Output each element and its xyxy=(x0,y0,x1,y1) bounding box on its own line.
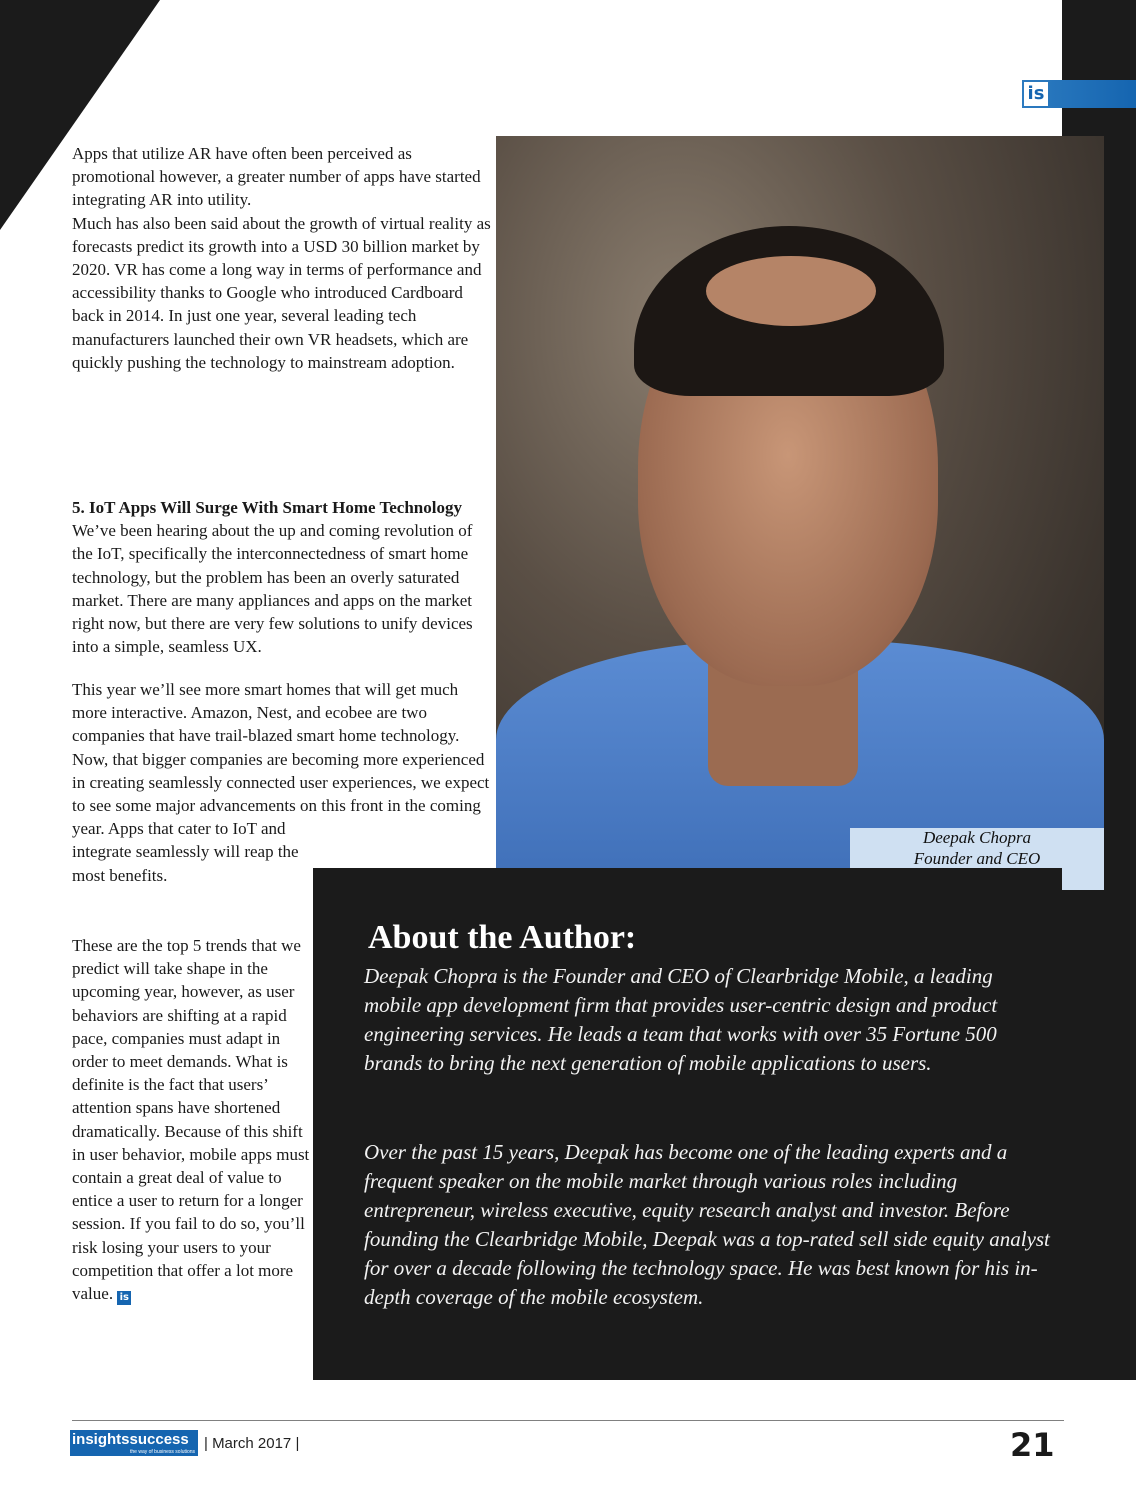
paragraph-ar: Apps that utilize AR have often been perceived as promotional however, a greater number of apps have started integrating AR into utility. xyxy=(72,144,481,210)
section-heading: 5. IoT Apps Will Surge With Smart Home Technology xyxy=(72,498,462,517)
author-title: About the Author: xyxy=(368,919,637,956)
article-column-top xyxy=(72,142,492,374)
author-paragraph-2: Over the past 15 years, Deepak has become one of the leading experts and a frequent speaker on the mobile market through various roles including entrepreneur, wireless executive, equity research analyst and investor. Before founding the Clearbridge Mobile, Deepak was a top-rated sell side equity analyst for over a decade following the technology space. He was best known for his in-depth coverage of the mobile ecosystem. xyxy=(364,1140,1050,1309)
magazine-logo-icon: is xyxy=(1024,82,1048,106)
paragraph-homes-end: year. Apps that cater to IoT and integrate seamlessly will reap the most benefits. xyxy=(72,819,299,885)
paragraph-trends-text: These are the top 5 trends that we predict will take shape in the upcoming year, however, as user behaviors are shifting at a rapid pace, companies must adapt in order to meet demands. What is definite is the fact that users’ attention spans have shortened dramatically. Because of this shift in user behavior, mobile apps must contain a great deal of value to entice a user to return for a longer session. If you fail to do so, you’ll risk losing your users to your competition that offer a lot more value. xyxy=(72,936,310,1304)
issue-date: | March 2017 | xyxy=(204,1435,300,1452)
article-section-homes xyxy=(72,678,492,887)
page-number: 21 xyxy=(1010,1426,1055,1464)
end-mark-icon: is xyxy=(117,1291,131,1305)
author-photo xyxy=(496,136,1104,890)
brand-logo xyxy=(70,1430,198,1456)
caption-name: Deepak Chopra xyxy=(922,828,1032,847)
brand-name: insightssuccess xyxy=(72,1431,189,1448)
photo-forehead xyxy=(706,256,876,326)
footer-rule xyxy=(72,1420,1064,1421)
paragraph-homes: This year we’ll see more smart homes that will get much more interactive. Amazon, Nest, and ecobee are two companies that have trail-blazed smart home technology. Now, that bigger companies are becoming more experienced in creating seamlessly connected user experiences, we expect to see some major advancements on this front in the coming xyxy=(72,680,490,816)
author-paragraph-1: Deepak Chopra is the Founder and CEO of Clearbridge Mobile, a leading mobile app development firm that provides user-centric design and product engineering services. He leads a team that works with over 35 Fortune 500 brands to bring the next generation of mobile applications to users. xyxy=(364,964,998,1075)
paragraph-iot: We’ve been hearing about the up and coming revolution of the IoT, specifically the interconnectedness of smart home technology, but the problem has been an overly saturated market. There are many appliances and apps on the market right now, but there are very few solutions to unify devices into a simple, seamless UX. xyxy=(72,521,473,657)
article-section-iot xyxy=(72,496,492,658)
paragraph-trends xyxy=(72,934,310,1305)
brand-tagline: the way of business solutions xyxy=(130,1449,196,1455)
article-section-trends xyxy=(72,934,310,1305)
caption-role: Founder and CEO xyxy=(913,848,1041,868)
paragraph-vr: Much has also been said about the growth of virtual reality as forecasts predict its growth into a USD 30 billion market by 2020. VR has come a long way in terms of performance and accessibility thanks to Google who introduced Cardboard back in 2014. In just one year, several leading tech manufacturers launched their own VR headsets, which are quickly pushing the technology to mainstream adoption. xyxy=(72,213,491,372)
